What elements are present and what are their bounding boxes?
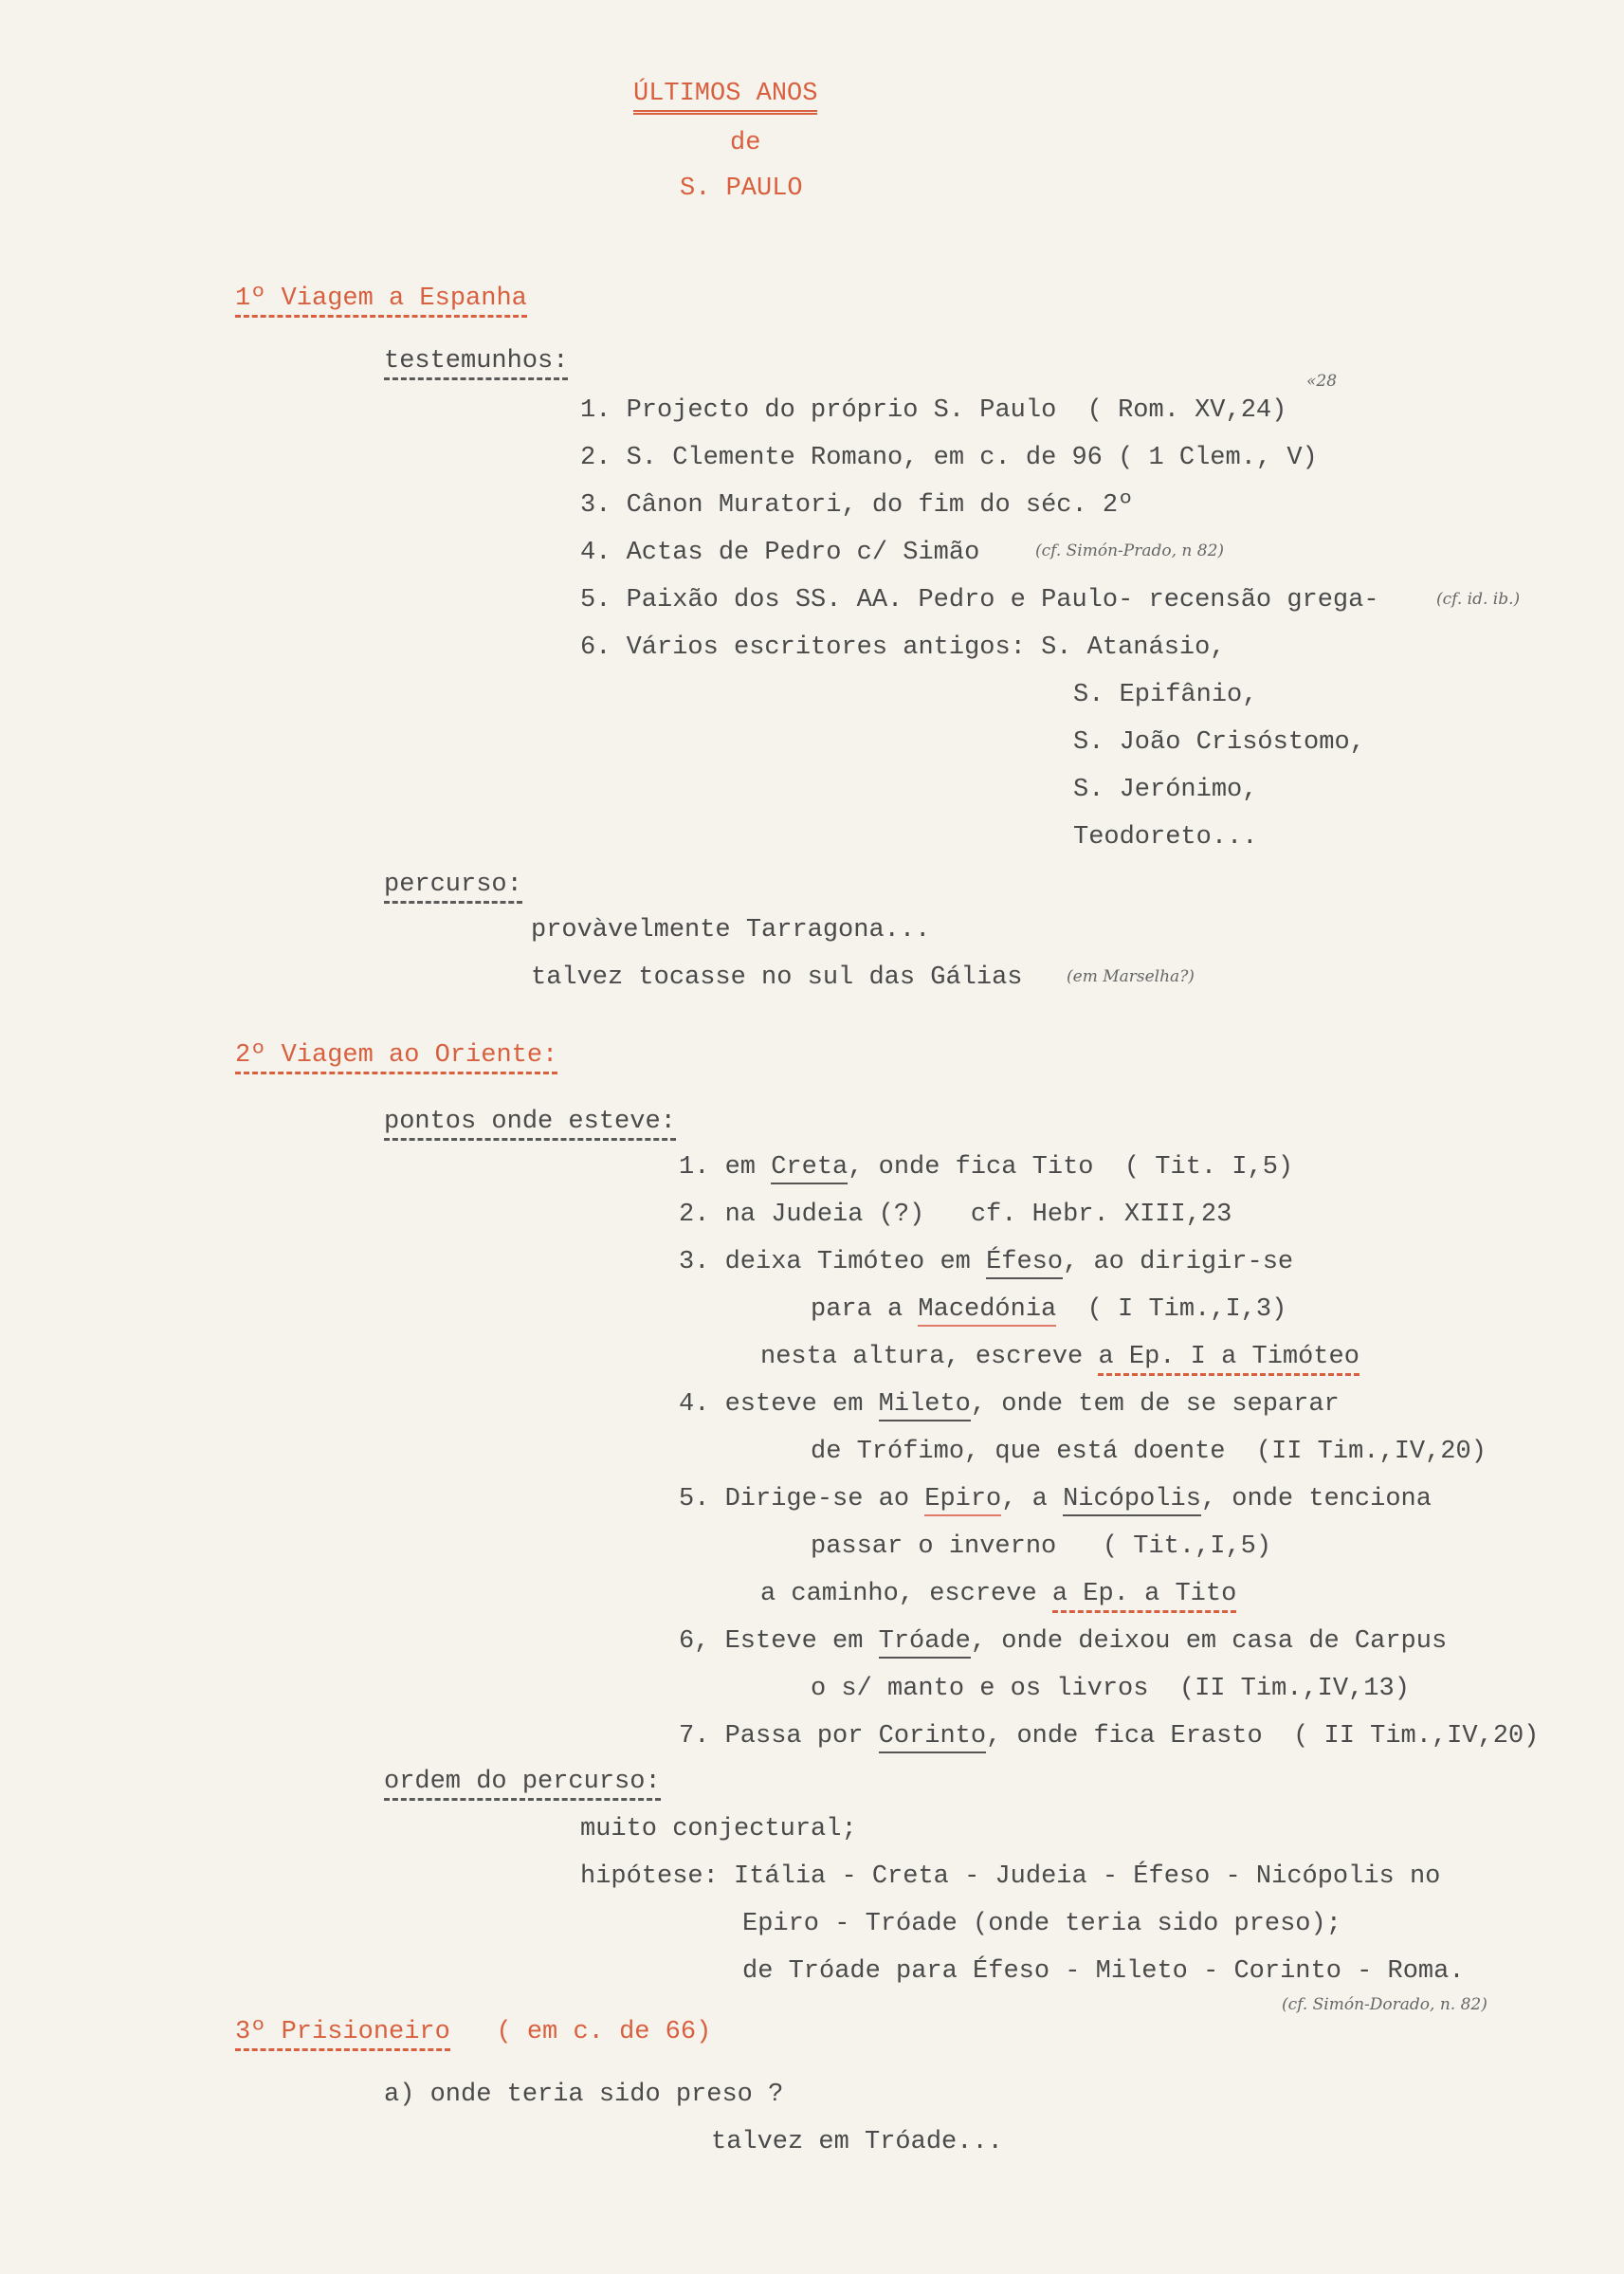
point-4: 4. esteve em Mileto, onde tem de se separar [679, 1388, 1340, 1421]
point-6: 6, Esteve em Tróade, onde deixou em casa de Carpus [679, 1625, 1447, 1658]
ordem-line-3: Epiro - Tróade (onde teria sido preso); [742, 1910, 1341, 1938]
handwritten-note-4: (cf. Simón-Prado, n 82) [1035, 541, 1225, 560]
writer-joao-crisostomo: S. João Crisóstomo, [1073, 728, 1365, 757]
ordem-line-4: de Tróade para Éfeso - Mileto - Corinto - Roma. [742, 1957, 1465, 1986]
point-5: 5. Dirige-se ao Epiro, a Nicópolis, onde tenciona [679, 1483, 1432, 1515]
percurso-line-2: talvez tocasse no sul das Gálias [531, 963, 1023, 992]
point-7: 7. Passa por Corinto, onde fica Erasto ( II Tim.,IV,20) [679, 1720, 1539, 1752]
document-subtitle: S. PAULO [680, 174, 803, 203]
pontos-label: pontos onde esteve: [384, 1106, 676, 1138]
point-6-cont: o s/ manto e os livros (II Tim.,IV,13) [811, 1675, 1410, 1703]
handwritten-note-ordem: (cf. Simón-Dorado, n. 82) [1282, 1995, 1487, 2014]
point-3-epistle: nesta altura, escreve a Ep. I a Timóteo [760, 1341, 1359, 1373]
handwritten-note-1: «28 [1306, 372, 1338, 391]
section-3-date: ( em c. de 66) [496, 2018, 712, 2046]
item-a-answer: talvez em Tróade... [711, 2128, 1003, 2156]
testimony-item-2: 2. S. Clemente Romano, em c. de 96 ( 1 Clem., V) [580, 444, 1318, 472]
point-1: 1. em Creta, onde fica Tito ( Tit. I,5) [679, 1151, 1293, 1183]
percurso-label: percurso: [384, 869, 522, 901]
handwritten-note-5: (cf. id. ib.) [1436, 590, 1521, 609]
testimony-item-4: 4. Actas de Pedro c/ Simão [580, 539, 980, 567]
point-3-cont: para a Macedónia ( I Tim.,I,3) [811, 1293, 1286, 1326]
handwritten-note-percurso: (em Marselha?) [1067, 967, 1195, 986]
point-2: 2. na Judeia (?) cf. Hebr. XIII,23 [679, 1201, 1232, 1229]
section-2-heading: 2º Viagem ao Oriente: [235, 1039, 557, 1072]
section-3-heading: 3º Prisioneiro ( em c. de 66) [235, 2016, 711, 2048]
writer-jeronimo: S. Jerónimo, [1073, 776, 1258, 804]
section-1-heading: 1º Viagem a Espanha [235, 283, 527, 315]
testimony-item-1: 1. Projecto do próprio S. Paulo ( Rom. XV,24) [580, 396, 1287, 425]
ordem-line-1: muito conjectural; [580, 1815, 857, 1843]
percurso-line-1: provàvelmente Tarragona... [531, 916, 931, 944]
ordem-line-2: hipótese: Itália - Creta - Judeia - Éfeso - Nicópolis no [580, 1862, 1441, 1891]
writer-epifanio: S. Epifânio, [1073, 681, 1258, 709]
point-5-epistle: a caminho, escreve a Ep. a Tito [760, 1578, 1236, 1610]
testimony-item-6: 6. Vários escritores antigos: S. Atanásio, [580, 633, 1226, 662]
point-3: 3. deixa Timóteo em Éfeso, ao dirigir-se [679, 1246, 1293, 1278]
point-4-cont: de Trófimo, que está doente (II Tim.,IV,20) [811, 1438, 1487, 1466]
point-5-cont: passar o inverno ( Tit.,I,5) [811, 1532, 1272, 1561]
title-de: de [730, 129, 761, 157]
testimony-item-3: 3. Cânon Muratori, do fim do séc. 2º [580, 491, 1134, 520]
testemunhos-label: testemunhos: [384, 345, 568, 377]
item-a: a) onde teria sido preso ? [384, 2081, 784, 2109]
testimony-item-5: 5. Paixão dos SS. AA. Pedro e Paulo- recensão grega- [580, 586, 1379, 614]
writer-teodoreto: Teodoreto... [1073, 823, 1258, 852]
document-title: ÚLTIMOS ANOS [633, 78, 817, 110]
ordem-label: ordem do percurso: [384, 1766, 661, 1798]
